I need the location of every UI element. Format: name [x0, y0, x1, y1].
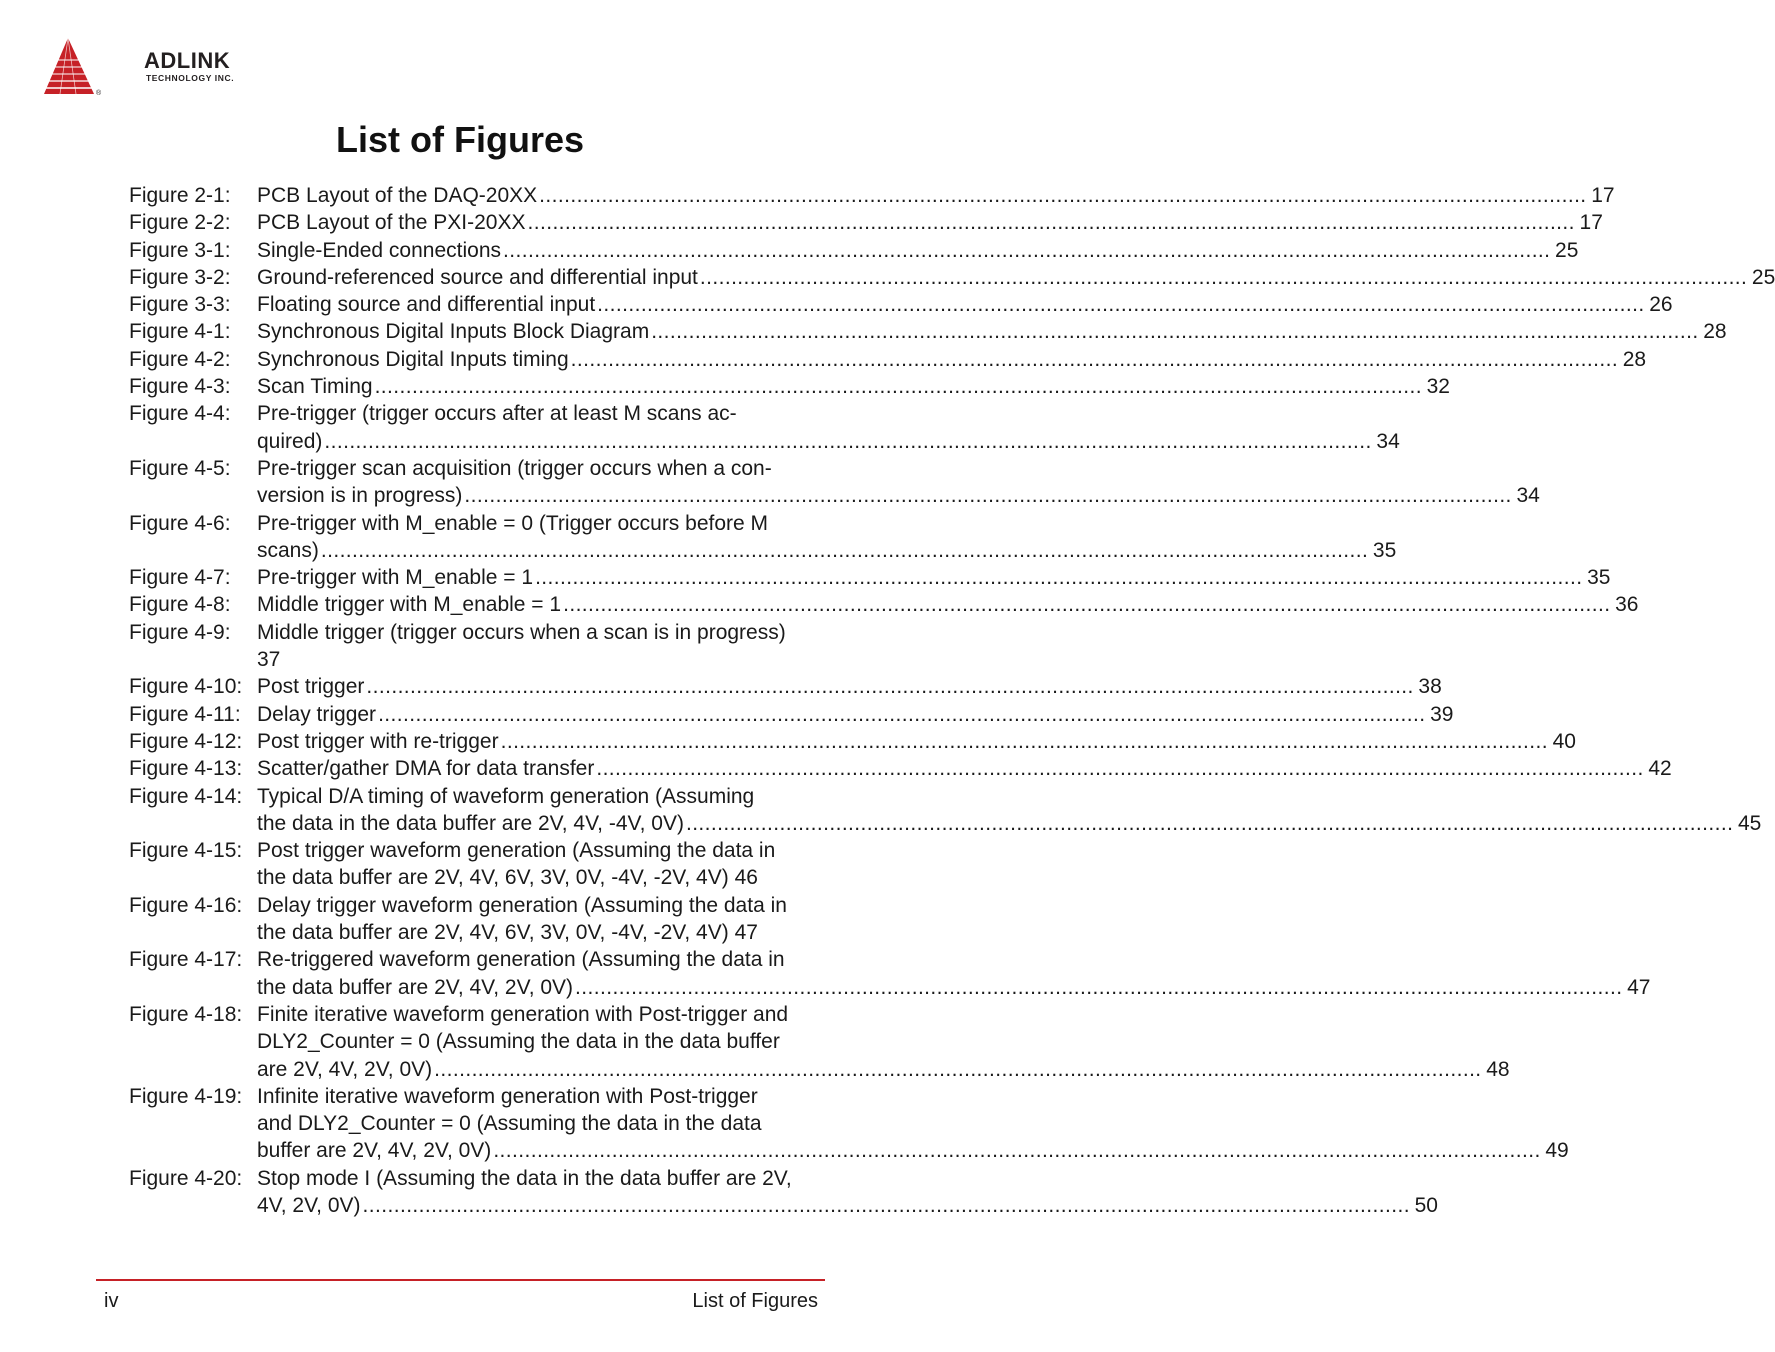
figure-number: Figure 4-11: — [129, 702, 241, 726]
figure-number: Figure 4-20: — [129, 1166, 243, 1190]
figure-number: Figure 4-7: — [129, 566, 231, 590]
figure-entry — [129, 1165, 1438, 1220]
figure-caption: Pre-trigger with M_enable = 1 — [257, 566, 534, 590]
figure-entry — [129, 591, 1639, 618]
dot-leader: ........................................................................................................................................................................ — [464, 484, 1512, 508]
figure-caption: the data buffer are 2V, 4V, 2V, 0V) — [257, 975, 574, 999]
figure-caption-line: the data buffer are 2V, 4V, 6V, 3V, 0V, -4V, -2V, 4V) 46 — [257, 866, 758, 890]
page-number: 28 — [1703, 320, 1727, 344]
figure-caption: PCB Layout of the DAQ-20XX — [257, 184, 538, 207]
dot-leader: ........................................................................................................................................................................ — [493, 1139, 1541, 1163]
figure-caption: Synchronous Digital Inputs timing — [257, 347, 569, 371]
figure-caption: scans) — [257, 538, 319, 562]
figure-entry — [129, 182, 1615, 209]
figure-caption-line: Pre-trigger (trigger occurs after at least M scans ac- — [257, 402, 737, 426]
figure-caption-line: Delay trigger waveform generation (Assuming the data in — [257, 893, 787, 917]
page-number: 25 — [1751, 265, 1775, 289]
figure-caption-line: DLY2_Counter = 0 (Assuming the data in the data buffer — [257, 1030, 780, 1054]
figure-caption: buffer are 2V, 4V, 2V, 0V) — [257, 1139, 492, 1163]
page-number: 39 — [1430, 702, 1454, 726]
dot-leader: ........................................................................................................................................................................ — [434, 1057, 1482, 1081]
page-number: 35 — [1372, 538, 1397, 562]
figure-number: Figure 4-19: — [129, 1084, 243, 1108]
dot-leader: ........................................................................................................................................................................ — [378, 702, 1426, 726]
figure-entry — [129, 400, 1400, 455]
figure-caption: Post trigger with re-trigger — [257, 729, 499, 753]
figure-number: Figure 4-17: — [129, 948, 243, 972]
figure-entry — [129, 946, 1651, 1001]
page-number: 36 — [1615, 593, 1639, 617]
page-number: 40 — [1552, 729, 1576, 753]
figure-number: Figure 4-13: — [129, 757, 243, 781]
figure-caption: the data in the data buffer are 2V, 4V, -4V, 0V) — [257, 811, 684, 835]
figure-caption-line: the data buffer are 2V, 4V, 6V, 3V, 0V, -4V, -2V, 4V) 47 — [257, 921, 758, 945]
figure-entry — [129, 209, 1603, 236]
figure-caption: quired) — [257, 429, 323, 453]
figure-caption-line: Stop mode I (Assuming the data in the data buffer are 2V, — [257, 1166, 792, 1190]
adlink-logo — [40, 36, 240, 100]
page-number: 32 — [1426, 375, 1450, 399]
figure-caption-line: Pre-trigger with M_enable = 0 (Trigger occurs before M — [257, 511, 769, 535]
dot-leader: ........................................................................................................................................................................ — [366, 675, 1414, 699]
dot-leader: ........................................................................................................................................................................ — [503, 238, 1551, 262]
dot-leader: ........................................................................................................................................................................ — [570, 347, 1619, 371]
dot-leader: ........................................................................................................................................................................ — [527, 211, 1575, 235]
figure-number: Figure 4-4: — [129, 402, 231, 426]
figure-caption: version is in progress) — [257, 484, 463, 508]
figure-entry — [129, 373, 1450, 400]
figure-entry — [129, 837, 829, 892]
page-number: 28 — [1622, 347, 1647, 371]
figure-entry — [129, 1001, 1510, 1083]
figure-number: Figure 4-16: — [129, 893, 243, 917]
figure-number: Figure 4-12: — [129, 729, 243, 753]
page-number: 47 — [1627, 975, 1651, 999]
figure-entry — [129, 264, 1775, 291]
dot-leader: ........................................................................................................................................................................ — [685, 811, 1734, 835]
figure-caption-line: Re-triggered waveform generation (Assuming the data in — [257, 948, 785, 972]
page-number: 34 — [1376, 429, 1400, 453]
footer-divider — [96, 1279, 825, 1281]
figure-entry — [129, 237, 1579, 264]
dot-leader: ........................................................................................................................................................................ — [699, 265, 1748, 289]
figure-entry — [129, 291, 1673, 318]
page-number: 48 — [1486, 1057, 1510, 1081]
page-title: List of Figures — [335, 119, 584, 160]
figure-entry — [129, 673, 1442, 700]
figure-caption-line: Infinite iterative waveform generation with Post-trigger — [257, 1084, 758, 1108]
figure-caption-line: Post trigger waveform generation (Assuming the data in — [257, 839, 776, 863]
figure-entry — [129, 1083, 1569, 1165]
dot-leader: ........................................................................................................................................................................ — [563, 593, 1611, 617]
dot-leader: ........................................................................................................................................................................ — [575, 975, 1623, 999]
figure-number: Figure 4-10: — [129, 675, 243, 699]
figure-entry — [129, 510, 1397, 565]
figure-number: Figure 3-2: — [129, 265, 231, 289]
dot-leader: ........................................................................................................................................................................ — [539, 184, 1587, 207]
figure-entry — [129, 619, 829, 674]
figure-list — [129, 182, 1775, 1219]
logo-subtitle: TECHNOLOGY INC. — [146, 73, 235, 83]
page-number: 49 — [1545, 1139, 1569, 1163]
figure-number: Figure 3-3: — [129, 293, 231, 317]
figure-entry — [129, 783, 1762, 838]
figure-caption: Floating source and differential input — [257, 293, 596, 317]
figure-entry — [129, 564, 1611, 591]
figure-entry — [129, 318, 1727, 345]
figure-caption: Ground-referenced source and differential input — [257, 265, 698, 289]
figure-number: Figure 4-1: — [129, 320, 231, 344]
figure-caption: Post trigger — [257, 675, 365, 699]
adlink-triangle-icon — [40, 36, 104, 98]
figure-caption: Delay trigger — [257, 702, 377, 726]
figure-entry — [129, 755, 1672, 782]
page-number: 25 — [1555, 238, 1579, 262]
figure-entry — [129, 455, 1540, 510]
dot-leader: ........................................................................................................................................................................ — [374, 375, 1422, 399]
figure-number: Figure 4-6: — [129, 511, 231, 535]
figure-caption: Middle trigger with M_enable = 1 — [257, 593, 562, 617]
page-number: 38 — [1418, 675, 1442, 699]
figure-caption: 4V, 2V, 0V) — [257, 1193, 361, 1217]
figure-number: Figure 4-14: — [129, 784, 243, 808]
figure-number: Figure 4-2: — [129, 347, 231, 371]
figure-number: Figure 3-1: — [129, 238, 231, 262]
page-number: 35 — [1587, 566, 1611, 590]
figure-entry — [129, 701, 1454, 728]
dot-leader: ........................................................................................................................................................................ — [651, 320, 1699, 344]
dot-leader: ........................................................................................................................................................................ — [324, 429, 1372, 453]
figure-caption: Single-Ended connections — [257, 238, 502, 262]
figure-caption-line: Pre-trigger scan acquisition (trigger occurs when a con- — [257, 456, 772, 480]
figure-entry — [129, 892, 829, 947]
figure-caption-line: Typical D/A timing of waveform generation (Assuming — [257, 784, 755, 808]
footer-page-number: iv — [104, 1290, 119, 1312]
footer-section-title: List of Figures — [692, 1290, 818, 1312]
figure-number: Figure 2-1: — [129, 184, 231, 207]
page-number: 17 — [1591, 184, 1615, 207]
figure-caption-line: 37 — [257, 648, 281, 672]
figure-entry — [129, 728, 1576, 755]
page-number: 34 — [1516, 484, 1540, 508]
dot-leader: ........................................................................................................................................................................ — [362, 1193, 1410, 1217]
logo-registered-mark: ® — [96, 90, 102, 97]
page-number: 45 — [1737, 811, 1762, 835]
dot-leader: ........................................................................................................................................................................ — [596, 757, 1644, 781]
dot-leader: ........................................................................................................................................................................ — [500, 729, 1548, 753]
figure-number: Figure 2-2: — [129, 211, 231, 235]
dot-leader: ........................................................................................................................................................................ — [535, 566, 1583, 590]
dot-leader: ........................................................................................................................................................................ — [597, 293, 1645, 317]
figure-number: Figure 4-15: — [129, 839, 243, 863]
figure-number: Figure 4-3: — [129, 375, 231, 399]
figure-caption: are 2V, 4V, 2V, 0V) — [257, 1057, 433, 1081]
figure-caption-line: Finite iterative waveform generation with Post-trigger and — [257, 1002, 789, 1026]
figure-number: Figure 4-8: — [129, 593, 231, 617]
figure-number: Figure 4-9: — [129, 620, 231, 644]
figure-caption-line: Middle trigger (trigger occurs when a scan is in progress) — [257, 620, 786, 644]
figure-number: Figure 4-5: — [129, 456, 231, 480]
figure-caption: Synchronous Digital Inputs Block Diagram — [257, 320, 650, 344]
page-number: 26 — [1649, 293, 1673, 317]
dot-leader: ........................................................................................................................................................................ — [320, 538, 1369, 562]
page-number: 50 — [1414, 1193, 1438, 1217]
figure-caption: Scatter/gather DMA for data transfer — [257, 757, 595, 781]
figure-caption-line: and DLY2_Counter = 0 (Assuming the data in the data — [257, 1112, 762, 1136]
figure-caption: Scan Timing — [257, 375, 373, 399]
logo-brand: ADLINK — [144, 48, 231, 73]
page-number: 17 — [1579, 211, 1603, 235]
page-number: 42 — [1648, 757, 1672, 781]
figure-caption: PCB Layout of the PXI-20XX — [257, 211, 526, 235]
figure-entry — [129, 346, 1647, 373]
figure-number: Figure 4-18: — [129, 1002, 243, 1026]
